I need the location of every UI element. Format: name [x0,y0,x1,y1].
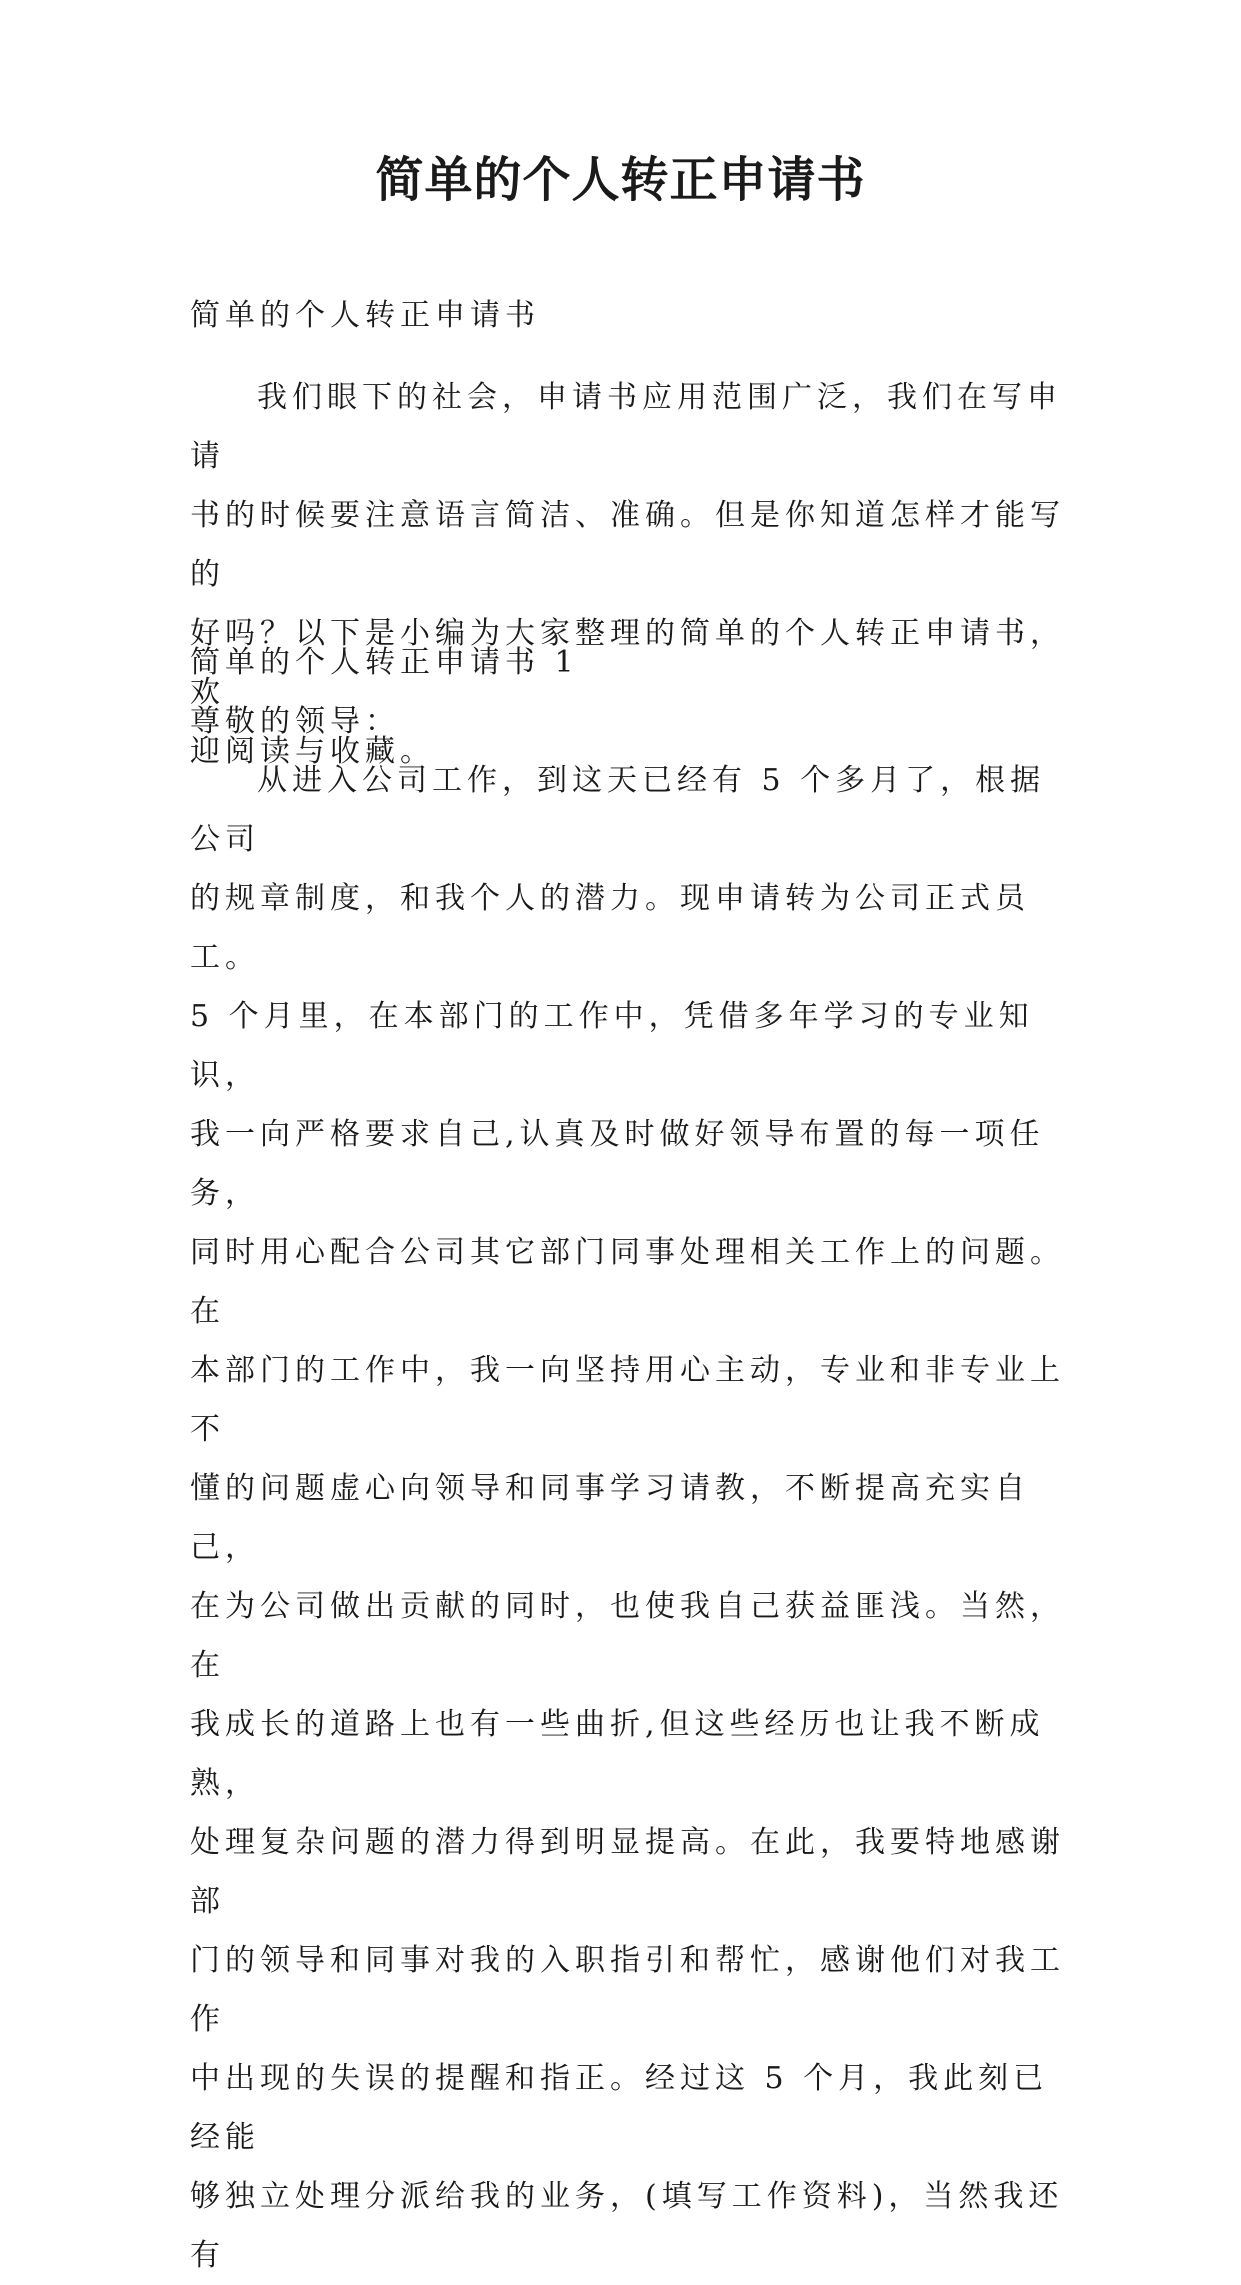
body-line: 同时用心配合公司其它部门同事处理相关工作上的问题。在 [190,1235,1065,1329]
body-line: 处理复杂问题的潜力得到明显提高。在此，我要特地感谢部 [190,1825,1065,1919]
body-line: 我成长的道路上也有一些曲折,但这些经历也让我不断成熟， [190,1707,1045,1801]
body-line: 本部门的工作中，我一向坚持用心主动，专业和非专业上不 [190,1353,1065,1447]
body-line: 中出现的失误的提醒和指正。经过这 5 个月，我此刻已经能 [190,2061,1049,2155]
document-subtitle: 简单的个人转正申请书 [190,298,540,333]
body-line: 的规章制度，和我个人的潜力。现申请转为公司正式员工。 [190,881,1030,975]
salutation: 尊敬的领导： [190,704,400,739]
intro-line: 迎阅读与收藏。 [190,734,435,769]
intro-line: 好吗？以下是小编为大家整理的简单的个人转正申请书，欢 [190,616,1065,710]
body-line: 门的领导和同事对我的入职指引和帮忙，感谢他们对我工作 [190,1943,1065,2037]
body-paragraph [190,751,1070,2285]
body-line: 从进入公司工作，到这天已经有 5 个多月了，根据公司 [190,763,1046,857]
body-line: 够独立处理分派给我的业务，(填写工作资料)，当然我还有 [190,2179,1064,2273]
intro-line: 书的时候要注意语言简洁、准确。但是你知道怎样才能写的 [190,498,1065,592]
body-line: 在为公司做出贡献的同时，也使我自己获益匪浅。当然，在 [190,1589,1065,1683]
body-line: 我一向严格要求自己,认真及时做好领导布置的每一项任务， [190,1117,1045,1211]
document-title: 简单的个人转正申请书 [375,152,866,208]
section-heading: 简单的个人转正申请书 1 [190,645,579,680]
intro-line: 我们眼下的社会，申请书应用范围广泛，我们在写申请 [190,380,1062,474]
body-line: 5 个月里，在本部门的工作中，凭借多年学习的专业知识， [190,999,1034,1093]
body-line: 懂的问题虚心向领导和同事学习请教，不断提高充实自己， [190,1471,1030,1565]
